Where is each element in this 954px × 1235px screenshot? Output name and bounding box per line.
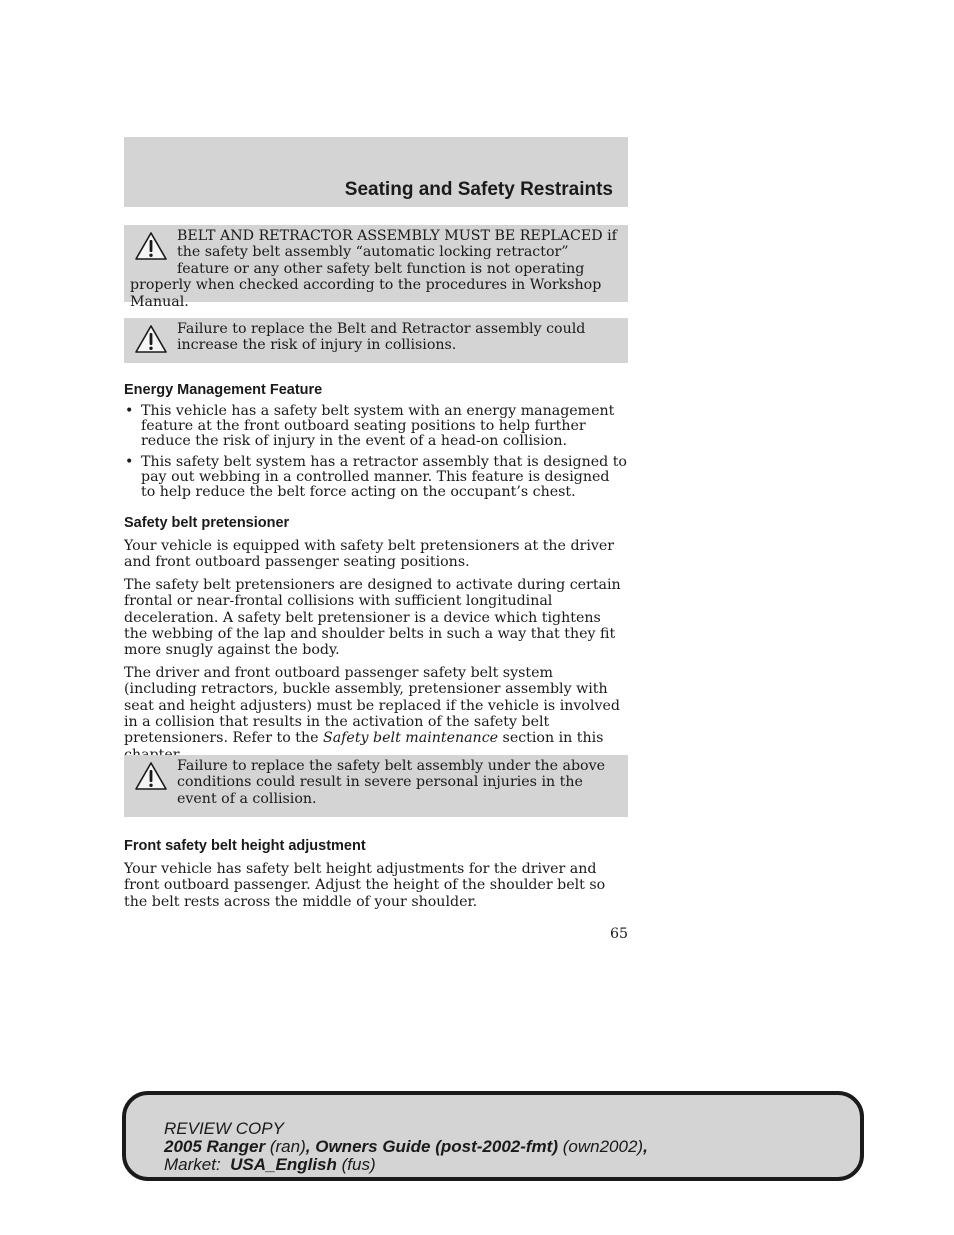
section-header-band [124,137,628,207]
footer-market-code: (fus) [341,1155,376,1174]
pretensioner-heading: Safety belt pretensioner [124,515,290,531]
height-adjustment-heading: Front safety belt height adjustment [124,838,366,854]
list-item: • This vehicle has a safety belt system with an energy management feature at the front outboard seating positions to help further reduce the risk of injury in the event of a head-on collision. [124,404,628,450]
paragraph: The safety belt pretensioners are designed to activate during certain frontal or near-frontal collisions with sufficient longitudinal deceleration. A safety belt pretensioner is a device which tightens the webbing of the lap and shoulder belts in such a way that they fit more snugly against the body. [124,576,621,659]
footer-model-code: (ran) [269,1137,306,1156]
warning-triangle-icon [134,761,168,791]
review-copy-label: REVIEW COPY [164,1119,284,1138]
footer-separator: , [643,1137,648,1156]
footer-model: 2005 Ranger [164,1137,266,1156]
warning-text: BELT AND RETRACTOR ASSEMBLY MUST BE REPLACED if the safety belt assembly “automatic locking retractor” feature or any other safety belt function is not operating properly when checked according to the procedures in Workshop Manual. [130,228,617,310]
energy-management-heading: Energy Management Feature [124,382,323,398]
list-item: • This safety belt system has a retractor assembly that is designed to pay out webbing in a controlled manner. This feature is designed to help reduce the belt force acting on the occupant’s chest. [124,455,628,501]
paragraph-text: section in this [502,730,604,747]
footer-guide: Owners Guide (post-2002-fmt) [315,1137,558,1156]
pretensioner-body [124,538,628,769]
paragraph: Your vehicle is equipped with safety belt pretensioners at the driver and front outboard passenger seating positions. [124,538,615,571]
footer-line-review [164,1120,860,1138]
footer-guide-code: (own2002) [562,1137,644,1156]
maintenance-section-reference: Safety belt maintenance [323,730,499,747]
warning-text: Failure to replace the Belt and Retractor assembly could increase the risk of injury in collisions. [177,321,586,354]
paragraph-replacement [124,665,628,763]
section-title: Seating and Safety Restraints [344,179,613,200]
paragraph-text: The driver and front outboard passenger safety belt system (including retractors, buckle assembly, pretensioner assembly with seat and height adjusters) must be replaced if the vehicle is involved in a collision that results in the activation of the safety belt pretensioners. Refer to the [124,664,620,747]
footer-line-market [164,1156,860,1174]
warning-triangle-icon [134,324,168,354]
warning-triangle-icon [134,231,168,261]
footer-market-label: Market: [164,1155,221,1174]
warning-box-replace-assembly [124,225,628,310]
warning-text: Failure to replace the safety belt assembly under the above conditions could result in severe personal injuries in the event of a collision. [177,758,605,807]
footer-market: USA_English [230,1155,337,1174]
energy-management-list [124,404,628,505]
review-copy-footer [122,1091,864,1181]
footer-line-guide [164,1138,860,1156]
warning-box-severe-injury [124,755,628,817]
paragraph: Your vehicle has safety belt height adjustments for the driver and front outboard passenger. Adjust the height of the shoulder belt so the belt rests across the middle of your shoulder. [124,861,606,910]
height-adjustment-body [124,861,628,916]
page-number: 65 [609,926,628,942]
footer-separator: , [305,1137,311,1156]
warning-box-injury-risk [124,318,628,363]
